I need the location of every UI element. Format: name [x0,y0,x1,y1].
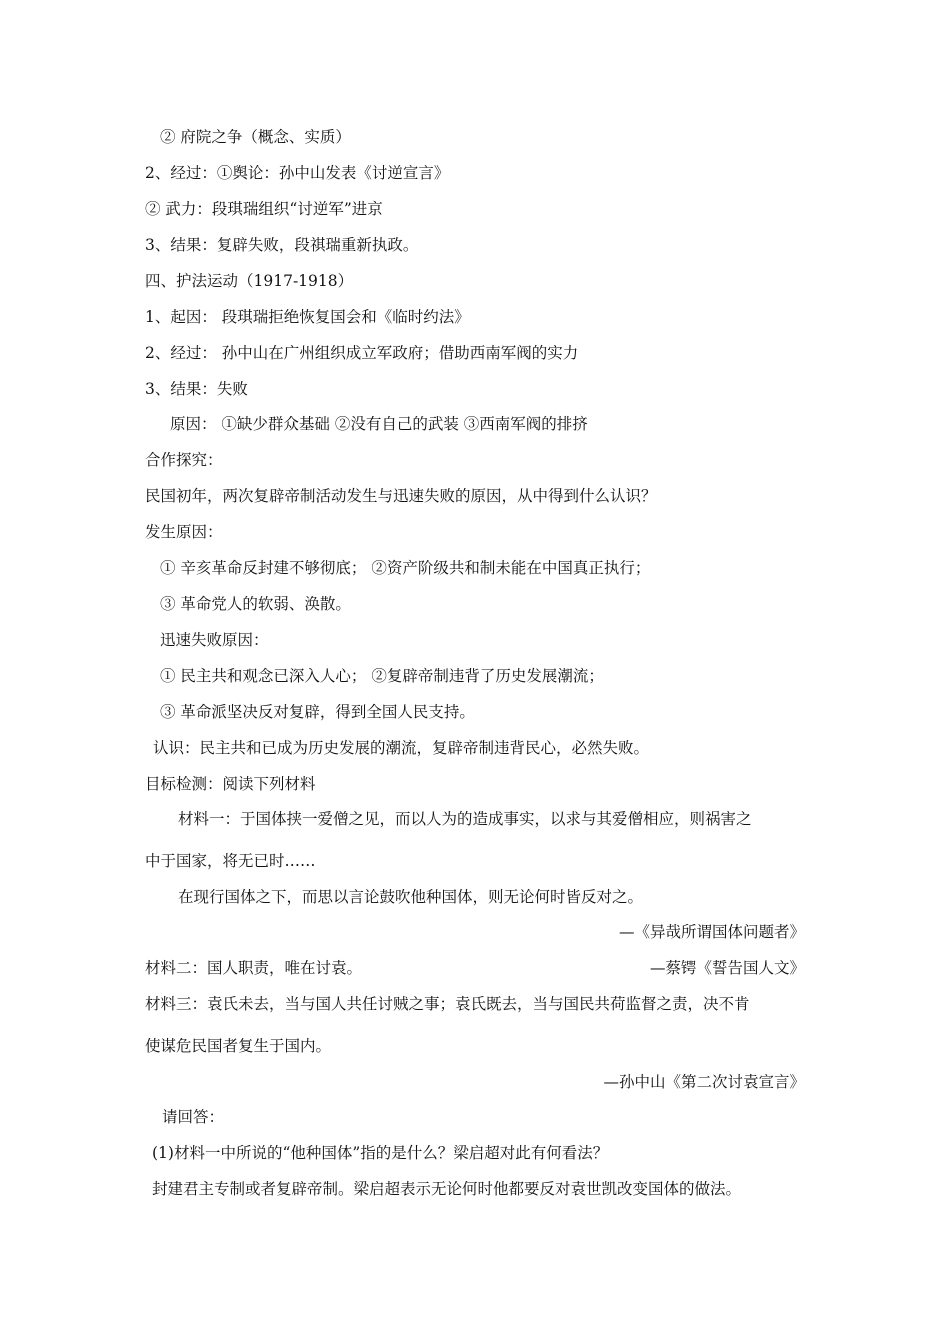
text-line: 认识：民主共和已成为历史发展的潮流，复辟帝制违背民心，必然失败。 [153,739,650,757]
text-line: 2、经过： 孙中山在广州组织成立军政府；借助西南军阀的实力 [145,344,579,362]
text-line: 发生原因： [145,523,223,541]
text-line: 迅速失败原因： [160,631,269,649]
text-line: 材料二：国人职责，唯在讨袁。 [145,959,363,977]
text-line: 中于国家，将无已时…… [145,852,316,870]
section-heading: 目标检测：阅读下列材料 [145,775,316,793]
citation: —孙中山《第二次讨袁宣言》 [603,1073,805,1091]
text-line: 材料三：袁氏未去，当与国人共任讨贼之事；袁氏既去，当与国民共荷监督之责，决不肯 [145,995,750,1013]
answer-line: 封建君主专制或者复辟帝制。梁启超表示无论何时他都要反对袁世凯改变国体的做法。 [152,1180,742,1198]
text-line: 使谋危民国者复生于国内。 [145,1037,332,1055]
text-line: 民国初年，两次复辟帝制活动发生与迅速失败的原因，从中得到什么认识？ [145,487,657,505]
text-line: 2、经过：①舆论：孙中山发表《讨逆宣言》 [145,164,450,182]
text-line: ③ 革命党人的软弱、涣散。 [160,595,351,613]
text-line: ① 辛亥革命反封建不够彻底； ②资产阶级共和制未能在中国真正执行； [160,559,651,577]
text-line: 在现行国体之下，而思以言论鼓吹他种国体，则无论何时皆反对之。 [178,888,644,906]
text-line: ① 民主共和观念已深入人心； ②复辟帝制违背了历史发展潮流； [160,667,604,685]
text-line: 请回答： [162,1108,225,1126]
text-line: ② 武力：段琪瑞组织“讨逆军”进京 [145,200,383,218]
citation: —蔡锷《誓告国人文》 [649,959,805,977]
section-heading: 合作探究： [145,451,223,469]
text-line: 原因： ①缺少群众基础 ②没有自己的武装 ③西南军阀的排挤 [170,415,588,433]
text-line: 材料一：于国体挟一爱僧之见，而以人为的造成事实，以求与其爱僧相应，则祸害之 [178,810,752,828]
text-line: ② 府院之争（概念、实质） [160,128,351,146]
text-line: 1、起因： 段琪瑞拒绝恢复国会和《临时约法》 [145,308,470,326]
text-line: ③ 革命派坚决反对复辟，得到全国人民支持。 [160,703,475,721]
text-line: 3、结果：失败 [145,380,248,398]
text-line: 3、结果：复辟失败，段祺瑞重新执政。 [145,236,419,254]
citation: —《异哉所谓国体问题者》 [618,923,805,941]
section-heading: 四、护法运动（1917-1918） [145,272,354,290]
question-line: (1)材料一中所说的“他种国体”指的是什么？梁启超对此有何看法？ [152,1144,609,1162]
